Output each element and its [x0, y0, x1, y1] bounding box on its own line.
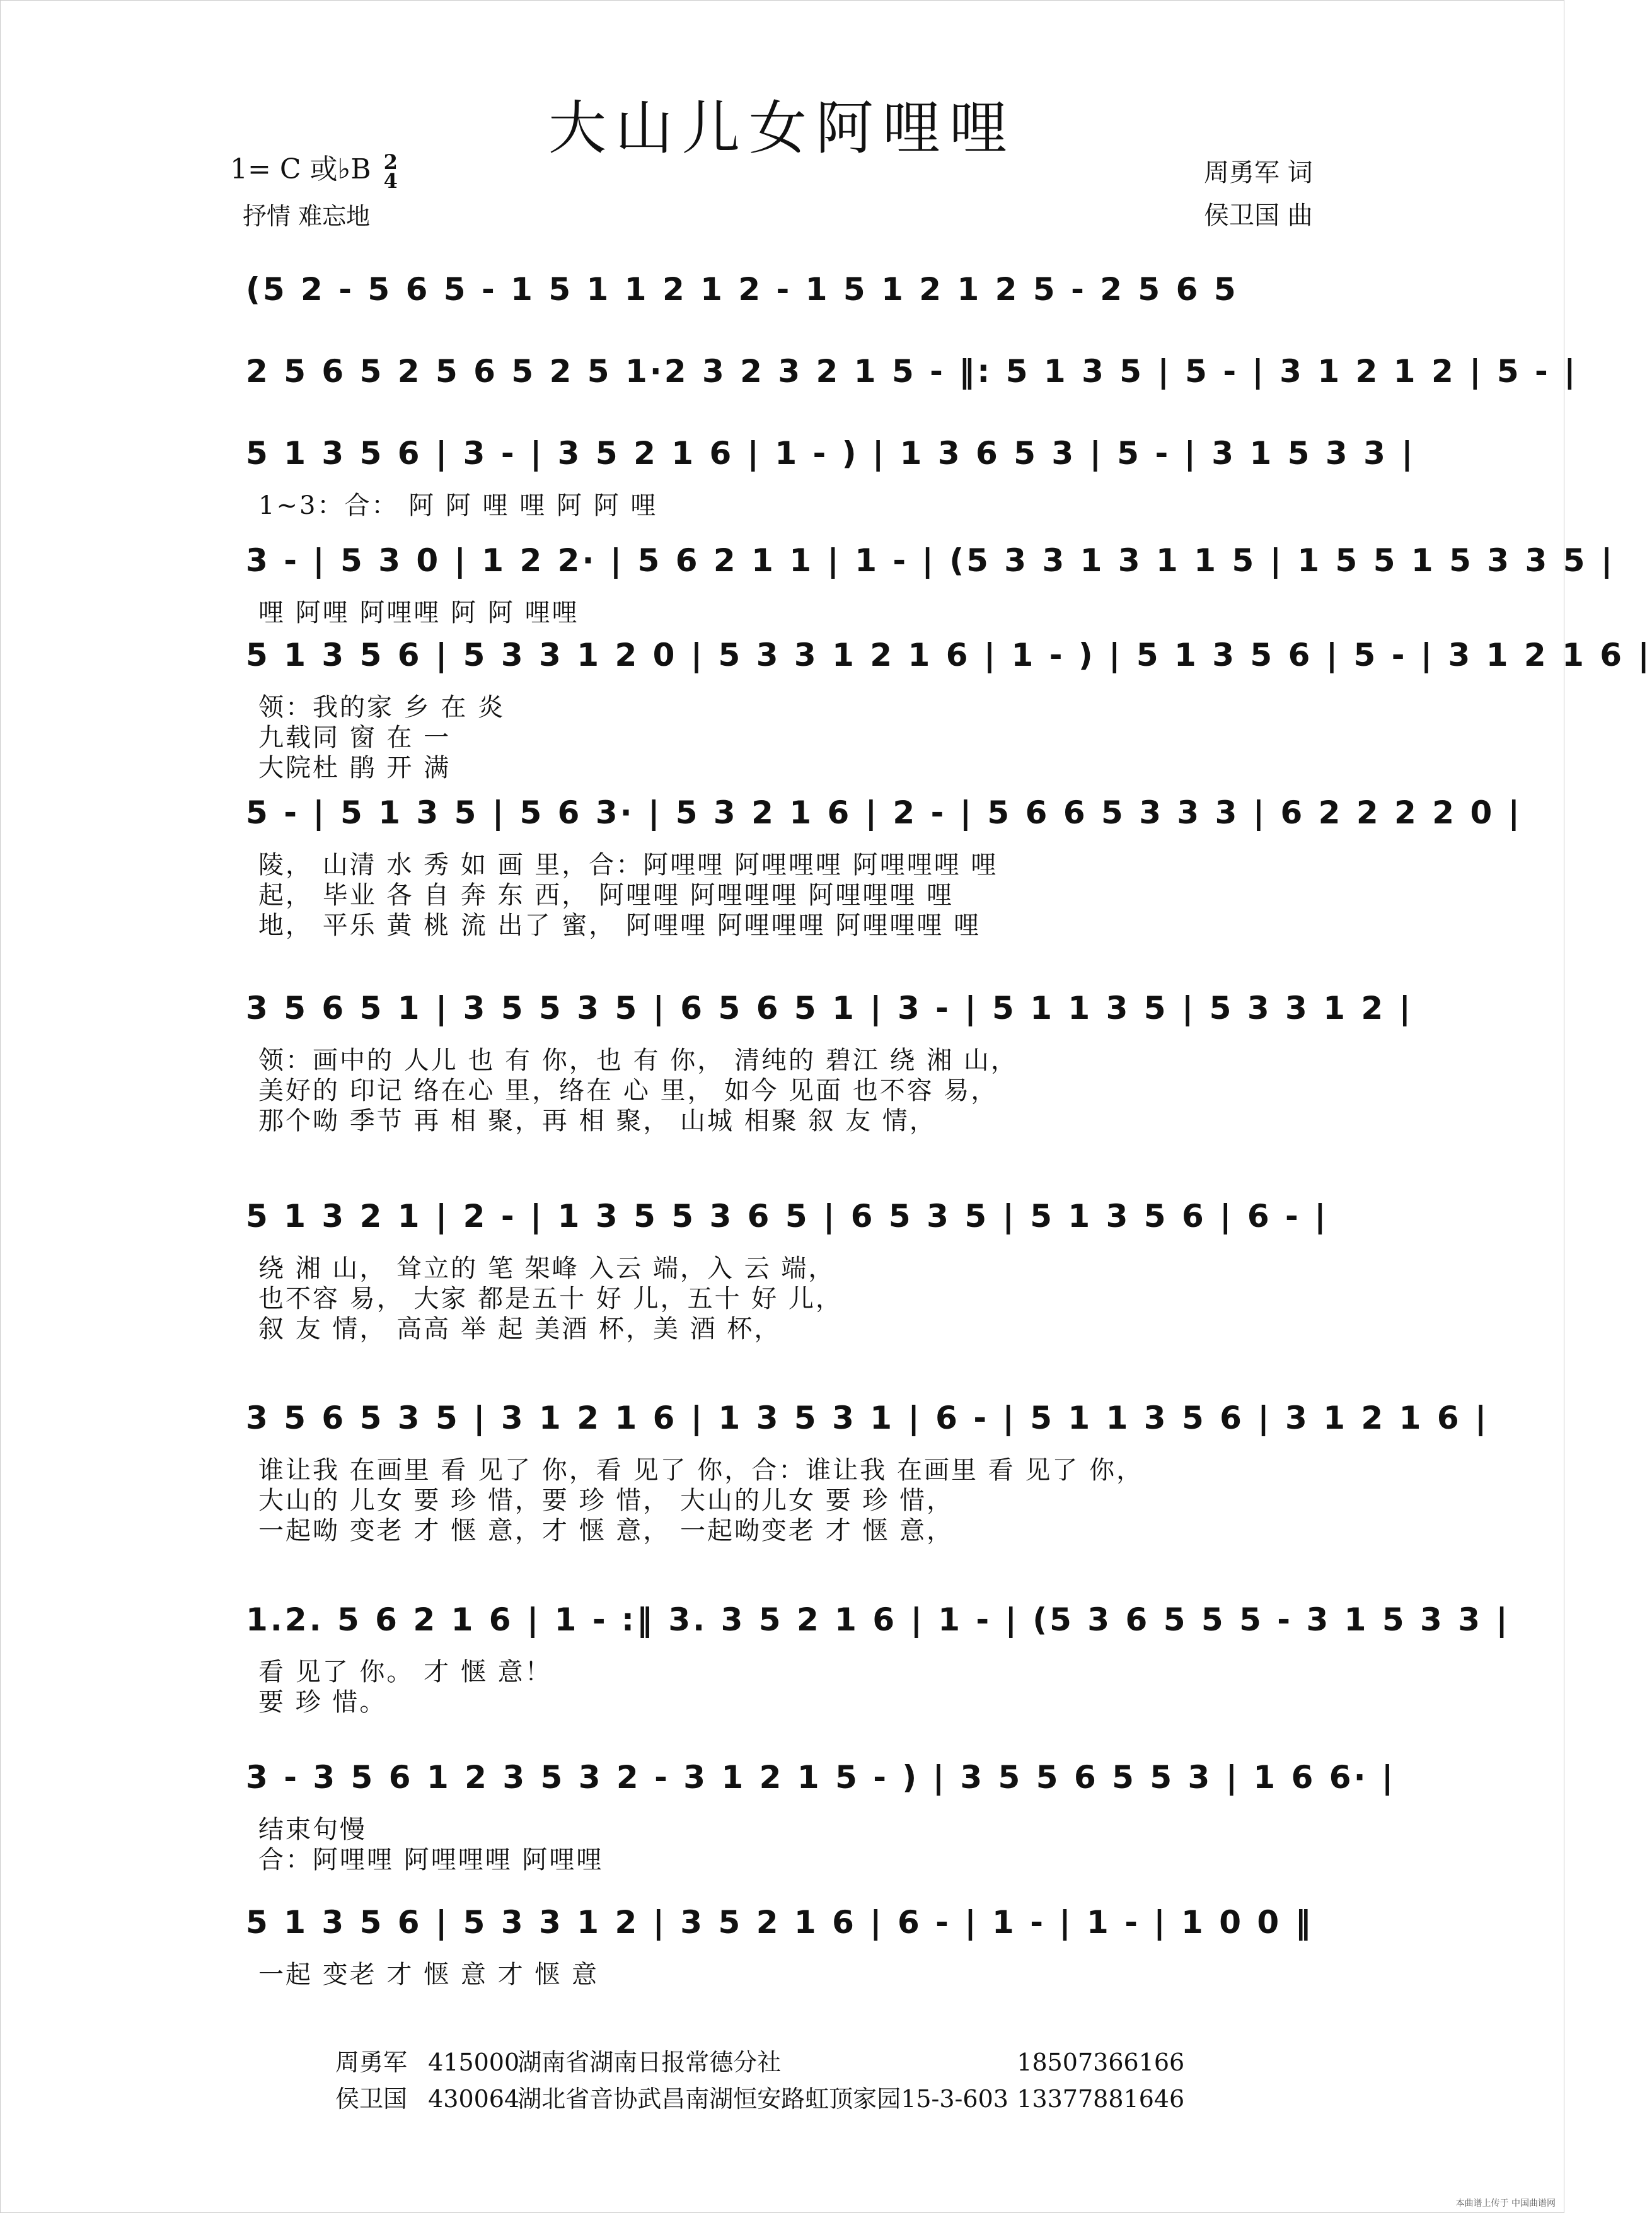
watermark: 本曲谱上传于 中国曲谱网	[1455, 2198, 1556, 2209]
footer-address: 湖南省湖南日报常德分社	[517, 2048, 782, 2076]
notation-line: 5 1 3 5 6 | 5 3 3 1 2 0 | 5 3 3 1 2 1 6 | 1 - ) | 5 1 3 5 6 | 5 - | 3 1 2 1 6 |	[246, 637, 1652, 673]
lyric-line: 哩 阿哩 阿哩哩 阿 阿 哩哩	[258, 598, 579, 627]
notation-line: 3 5 6 5 3 5 | 3 1 2 1 6 | 1 3 5 3 1 | 6 - | 5 1 1 3 5 6 | 3 1 2 1 6 |	[246, 1400, 1489, 1436]
lyric-line: 结束句慢	[258, 1815, 367, 1844]
footer-line-2	[335, 2079, 1184, 2114]
footer-postcode: 430064	[428, 2085, 520, 2113]
tempo-mark: 抒情 难忘地	[243, 202, 371, 230]
lyric-line: 合：阿哩哩 阿哩哩哩 阿哩哩	[258, 1845, 604, 1874]
footer-phone: 13377881646	[1017, 2085, 1185, 2113]
lyric-line: 也不容 易， 大家 都是五十 好 儿，五十 好 儿，	[258, 1284, 843, 1313]
lyric-line: 陵， 山清 水 秀 如 画 里，合：阿哩哩 阿哩哩哩 阿哩哩哩 哩	[258, 851, 998, 880]
lyricist: 周勇军 词	[1204, 158, 1313, 187]
footer-line-1	[335, 2043, 1184, 2077]
lyric-line: 绕 湘 山， 耸立的 笔 架峰 入云 端，入 云 端，	[258, 1254, 836, 1283]
notation-line: 5 1 3 5 6 | 5 3 3 1 2 | 3 5 2 1 6 | 6 - | 1 - | 1 - | 1 0 0 ‖	[246, 1904, 1314, 1941]
lyric-line: 起， 毕业 各 自 奔 东 西， 阿哩哩 阿哩哩哩 阿哩哩哩 哩	[258, 881, 954, 910]
notation-line: 3 - 3 5 6 1 2 3 5 3 2 - 3 1 2 1 5 - ) | 3 5 5 6 5 5 3 | 1 6 6· |	[246, 1759, 1396, 1796]
lyric-line: 叙 友 情， 高高 举 起 美酒 杯，美 酒 杯，	[258, 1315, 782, 1344]
time-signature	[383, 149, 398, 193]
notation-line: 2 5 6 5 2 5 6 5 2 5 1·2 3 2 3 2 1 5 - ‖: 5 1 3 5 | 5 - | 3 1 2 1 2 | 5 - |	[246, 353, 1578, 390]
notation-line: 1.2. 5 6 2 1 6 | 1 - :‖ 3. 3 5 2 1 6 | 1 - | (5 3 6 5 5 5 - 3 1 5 3 3 |	[246, 1601, 1510, 1638]
footer-name: 侯卫国	[335, 2085, 408, 2113]
footer-name: 周勇军	[335, 2048, 408, 2076]
lyric-line: 那个呦 季节 再 相 聚，再 相 聚， 山城 相聚 叙 友 情，	[258, 1106, 937, 1136]
lyric-line: 领：画中的 人儿 也 有 你，也 有 你， 清纯的 碧江 绕 湘 山，	[258, 1046, 1018, 1075]
notation-line: 5 1 3 5 6 | 3 - | 3 5 2 1 6 | 1 - ) | 1 3 6 5 3 | 5 - | 3 1 5 3 3 |	[246, 435, 1416, 472]
footer-postcode: 415000	[428, 2048, 520, 2076]
composer: 侯卫国 曲	[1204, 201, 1313, 230]
lyric-line: 1~3：合： 阿 阿 哩 哩 阿 阿 哩	[258, 491, 658, 520]
lyric-line: 一起呦 变老 才 惬 意，才 惬 意， 一起呦变老 才 惬 意，	[258, 1516, 954, 1545]
lyric-line: 一起 变老 才 惬 意 才 惬 意	[258, 1960, 599, 1989]
notation-line: 5 1 3 2 1 | 2 - | 1 3 5 5 3 6 5 | 6 5 3 5 | 5 1 3 5 6 | 6 - |	[246, 1198, 1329, 1234]
time-signature-top: 2	[383, 149, 398, 174]
lyric-line: 美好的 印记 络在心 里，络在 心 里， 如今 见面 也不容 易，	[258, 1076, 998, 1105]
lyric-line: 九载同 窗 在 一	[258, 723, 451, 752]
lyric-line: 地， 平乐 黄 桃 流 出了 蜜， 阿哩哩 阿哩哩哩 阿哩哩哩 哩	[258, 911, 981, 940]
key-signature	[230, 146, 398, 193]
notation-line: 3 - | 5 3 0 | 1 2 2· | 5 6 2 1 1 | 1 - | (5 3 3 1 3 1 1 5 | 1 5 5 1 5 3 3 5 |	[246, 542, 1615, 579]
time-signature-bottom: 4	[383, 168, 398, 193]
lyric-line: 大院杜 鹃 开 满	[258, 753, 451, 782]
lyric-line: 领：我的家 乡 在 炎	[258, 693, 505, 722]
notation-line: (5 2 - 5 6 5 - 1 5 1 1 2 1 2 - 1 5 1 2 1 2 5 - 2 5 6 5	[246, 271, 1239, 308]
footer-address: 湖北省音协武昌南湖恒安路虹顶家园15-3-603	[517, 2085, 1008, 2113]
lyric-line: 谁让我 在画里 看 见了 你，看 见了 你，合：谁让我 在画里 看 见了 你，	[258, 1456, 1144, 1485]
song-title: 大山儿女阿哩哩	[548, 95, 1016, 162]
notation-line: 5 - | 5 1 3 5 | 5 6 3· | 5 3 2 1 6 | 2 - | 5 6 6 5 3 3 3 | 6 2 2 2 2 0 |	[246, 794, 1522, 831]
notation-line: 3 5 6 5 1 | 3 5 5 3 5 | 6 5 6 5 1 | 3 - | 5 1 1 3 5 | 5 3 3 1 2 |	[246, 990, 1413, 1026]
footer-phone: 18507366166	[1017, 2048, 1185, 2076]
lyric-line: 大山的 儿女 要 珍 惜，要 珍 惜， 大山的儿女 要 珍 惜，	[258, 1486, 954, 1515]
lyric-line: 看 见了 你。 才 惬 意！	[258, 1658, 552, 1687]
credits	[1204, 151, 1313, 237]
lyric-line: 要 珍 惜。	[258, 1688, 387, 1717]
key-text: 1= C 或♭B	[230, 153, 371, 185]
